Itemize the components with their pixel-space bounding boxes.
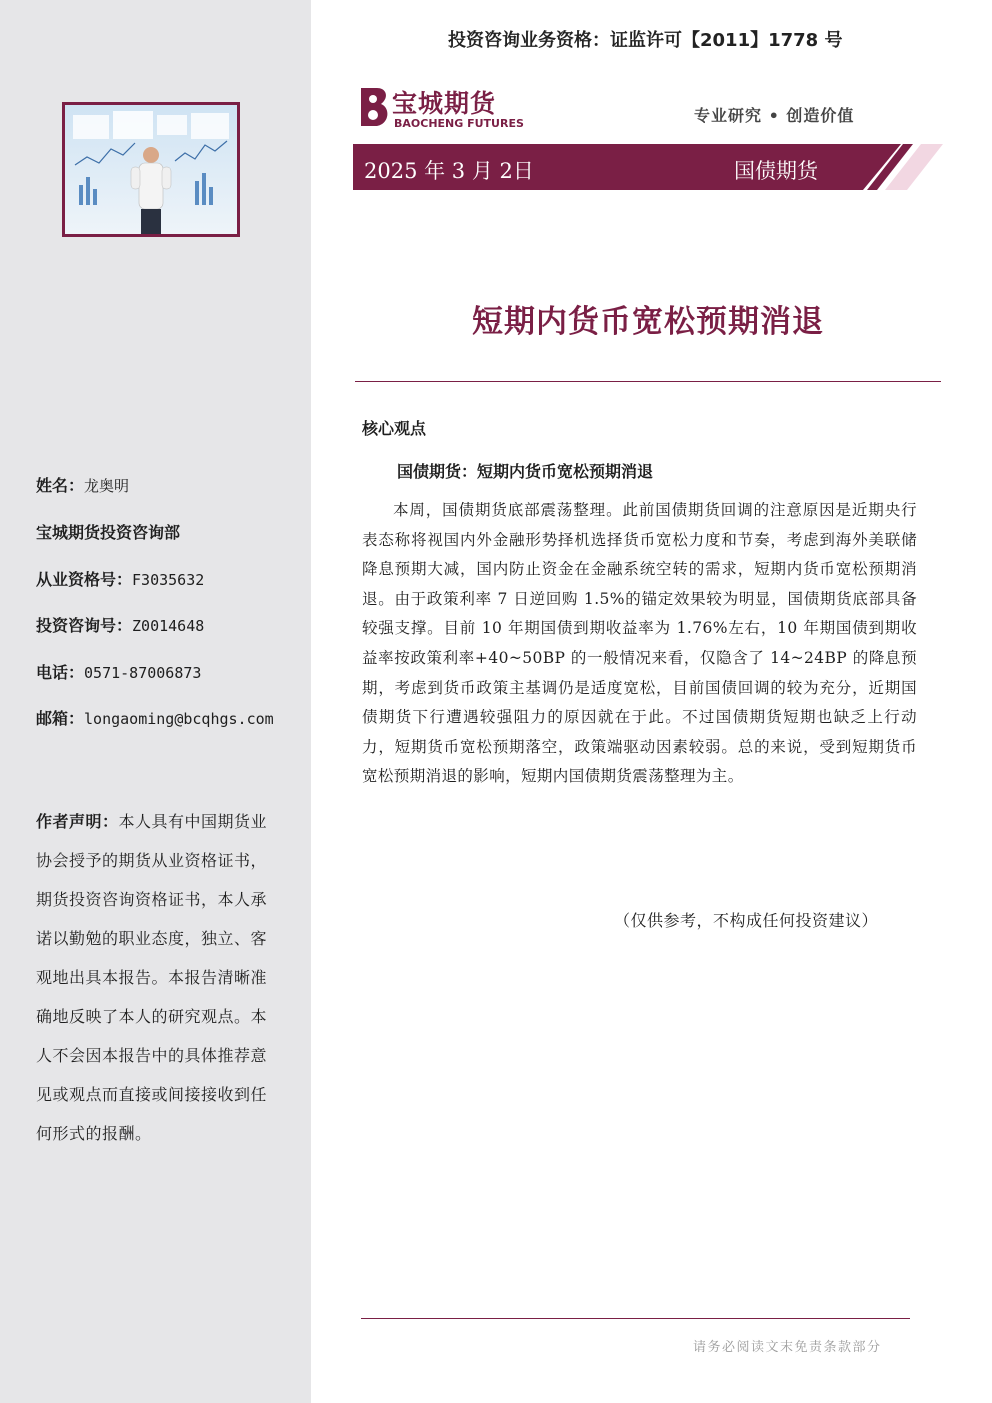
author-name-line bbox=[36, 476, 129, 496]
analyst-photo-image bbox=[65, 105, 237, 234]
qualification-line bbox=[36, 570, 204, 590]
footer-divider bbox=[361, 1318, 910, 1319]
cover-photo bbox=[62, 102, 240, 237]
consulting-line bbox=[36, 616, 204, 636]
qualification-label: 从业资格号： bbox=[36, 570, 133, 589]
author-name-label: 姓名： bbox=[36, 476, 85, 495]
report-date: 2025 年 3 月 2日 bbox=[364, 159, 534, 183]
author-statement bbox=[36, 802, 268, 1153]
slogan: 专业研究 • 创造价值 bbox=[694, 106, 855, 125]
qualification-number: F3035632 bbox=[132, 571, 205, 589]
consulting-label: 投资咨询号： bbox=[36, 616, 133, 635]
license-info: 投资咨询业务资格：证监许可【2011】1778 号 bbox=[448, 30, 843, 51]
email-label: 邮箱： bbox=[36, 709, 85, 728]
footer-note: 请务必阅读文末免责条款部分 bbox=[693, 1340, 882, 1355]
email-address[interactable]: longaoming@bcqhgs.com bbox=[84, 710, 274, 728]
body-paragraph: 本周，国债期货底部震荡整理。此前国债期货回调的注意原因是近期央行表态称将视国内外金融形势择机选择货币宽松力度和节奏，考虑到海外美联储降息预期大减，国内防止资金在金融系统空转的需求，短期内货币宽松预期消退。由于政策利率 7 日逆回购 1.5%的锚定效果较为明显，国债期货底部具备较强支撑。目前 10 年期国债到期收益率为 1.76%左右，10 年期国债到期收益率按政策利率+40~50BP 的一般情况来看，仅隐含了 14~24BP 的降息预期，考虑到货币政策主基调仍是适度宽松，目前国债回调的较为充分，近期国债期货下行遭遇较强阻力的原因就在于此。不过国债期货短期也缺乏上行动力，短期货币宽松预期落空，政策端驱动因素较弱。总的来说，受到短期货币宽松预期消退的影响，短期内国债期货震荡整理为主。 bbox=[362, 501, 917, 786]
investment-disclaimer: （仅供参考，不构成任何投资建议） bbox=[614, 911, 879, 930]
statement-label: 作者声明： bbox=[36, 812, 119, 831]
logo-name: 宝城期货 bbox=[392, 89, 497, 118]
section-subheading: 国债期货：短期内货币宽松预期消退 bbox=[397, 462, 654, 481]
email-line bbox=[36, 709, 274, 729]
phone-label: 电话： bbox=[36, 663, 85, 682]
report-title: 短期内货币宽松预期消退 bbox=[472, 304, 824, 340]
logo-english: BAOCHENG FUTURES bbox=[394, 117, 524, 130]
report-category: 国债期货 bbox=[734, 159, 818, 183]
core-view-heading: 核心观点 bbox=[362, 419, 427, 438]
statement-text: 本人具有中国期货业协会授予的期货从业资格证书，期货投资咨询资格证书，本人承诺以勤勉的职业态度，独立、客观地出具本报告。本报告清晰准确地反映了本人的研究观点。本人不会因本报告中的具体推荐意见或观点而直接或间接接收到任何形式的报酬。 bbox=[36, 812, 268, 1143]
consulting-number: Z0014648 bbox=[132, 617, 205, 635]
sidebar bbox=[0, 0, 311, 1403]
author-name: 龙奥明 bbox=[84, 477, 130, 495]
phone-line bbox=[36, 663, 201, 683]
phone-number: 0571-87006873 bbox=[84, 664, 202, 682]
department: 宝城期货投资咨询部 bbox=[36, 523, 181, 542]
title-divider bbox=[355, 381, 941, 382]
